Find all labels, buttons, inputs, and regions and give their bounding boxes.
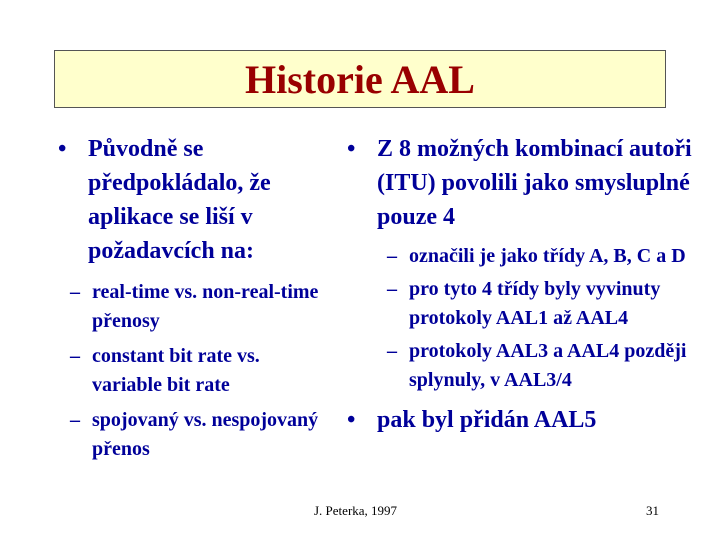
bullet-icon: • <box>347 136 356 162</box>
right-subitem-text: označili je jako třídy A, B, C a D <box>409 245 686 267</box>
dash-icon: – <box>70 281 80 303</box>
bullet-icon: • <box>58 136 67 162</box>
left-bullet <box>58 132 333 268</box>
right-subitem <box>347 337 707 395</box>
left-subitem-text: real-time vs. non-real-time přenosy <box>92 281 319 332</box>
bullet-icon: • <box>347 407 356 433</box>
slide-title: Historie AAL <box>245 56 475 102</box>
dash-icon: – <box>387 278 397 300</box>
title-box <box>54 50 666 108</box>
left-bullet-text: Původně se předpokládalo, že aplikace se liší v požadavcích na: <box>88 136 271 264</box>
left-subitem-text: constant bit rate vs. variable bit rate <box>92 345 260 396</box>
right-bullet-text: Z 8 možných kombinací autoři (ITU) povolili jako smysluplné pouze 4 <box>377 136 692 230</box>
right-subitem <box>347 242 707 271</box>
dash-icon: – <box>387 245 397 267</box>
right-column <box>347 132 707 437</box>
left-subitem <box>30 406 333 464</box>
left-column <box>58 132 333 464</box>
right-bullet-2 <box>347 403 707 437</box>
right-bullet <box>347 132 707 234</box>
left-subitem-text: spojovaný vs. nespojovaný přenos <box>92 409 319 460</box>
page-number: 31 <box>646 503 659 518</box>
dash-icon: – <box>387 340 397 362</box>
footer-author: J. Peterka, 1997 <box>314 503 398 518</box>
dash-icon: – <box>70 409 80 431</box>
right-subitem-text: pro tyto 4 třídy byly vyvinuty protokoly AAL1 až AAL4 <box>409 278 661 329</box>
left-subitem <box>30 278 333 336</box>
right-bullet-2-text: pak byl přidán AAL5 <box>377 407 597 433</box>
right-subitem-text: protokoly AAL3 a AAL4 později splynuly, v AAL3/4 <box>409 340 687 391</box>
left-subitem <box>30 342 333 400</box>
dash-icon: – <box>70 345 80 367</box>
right-subitem <box>347 275 707 333</box>
